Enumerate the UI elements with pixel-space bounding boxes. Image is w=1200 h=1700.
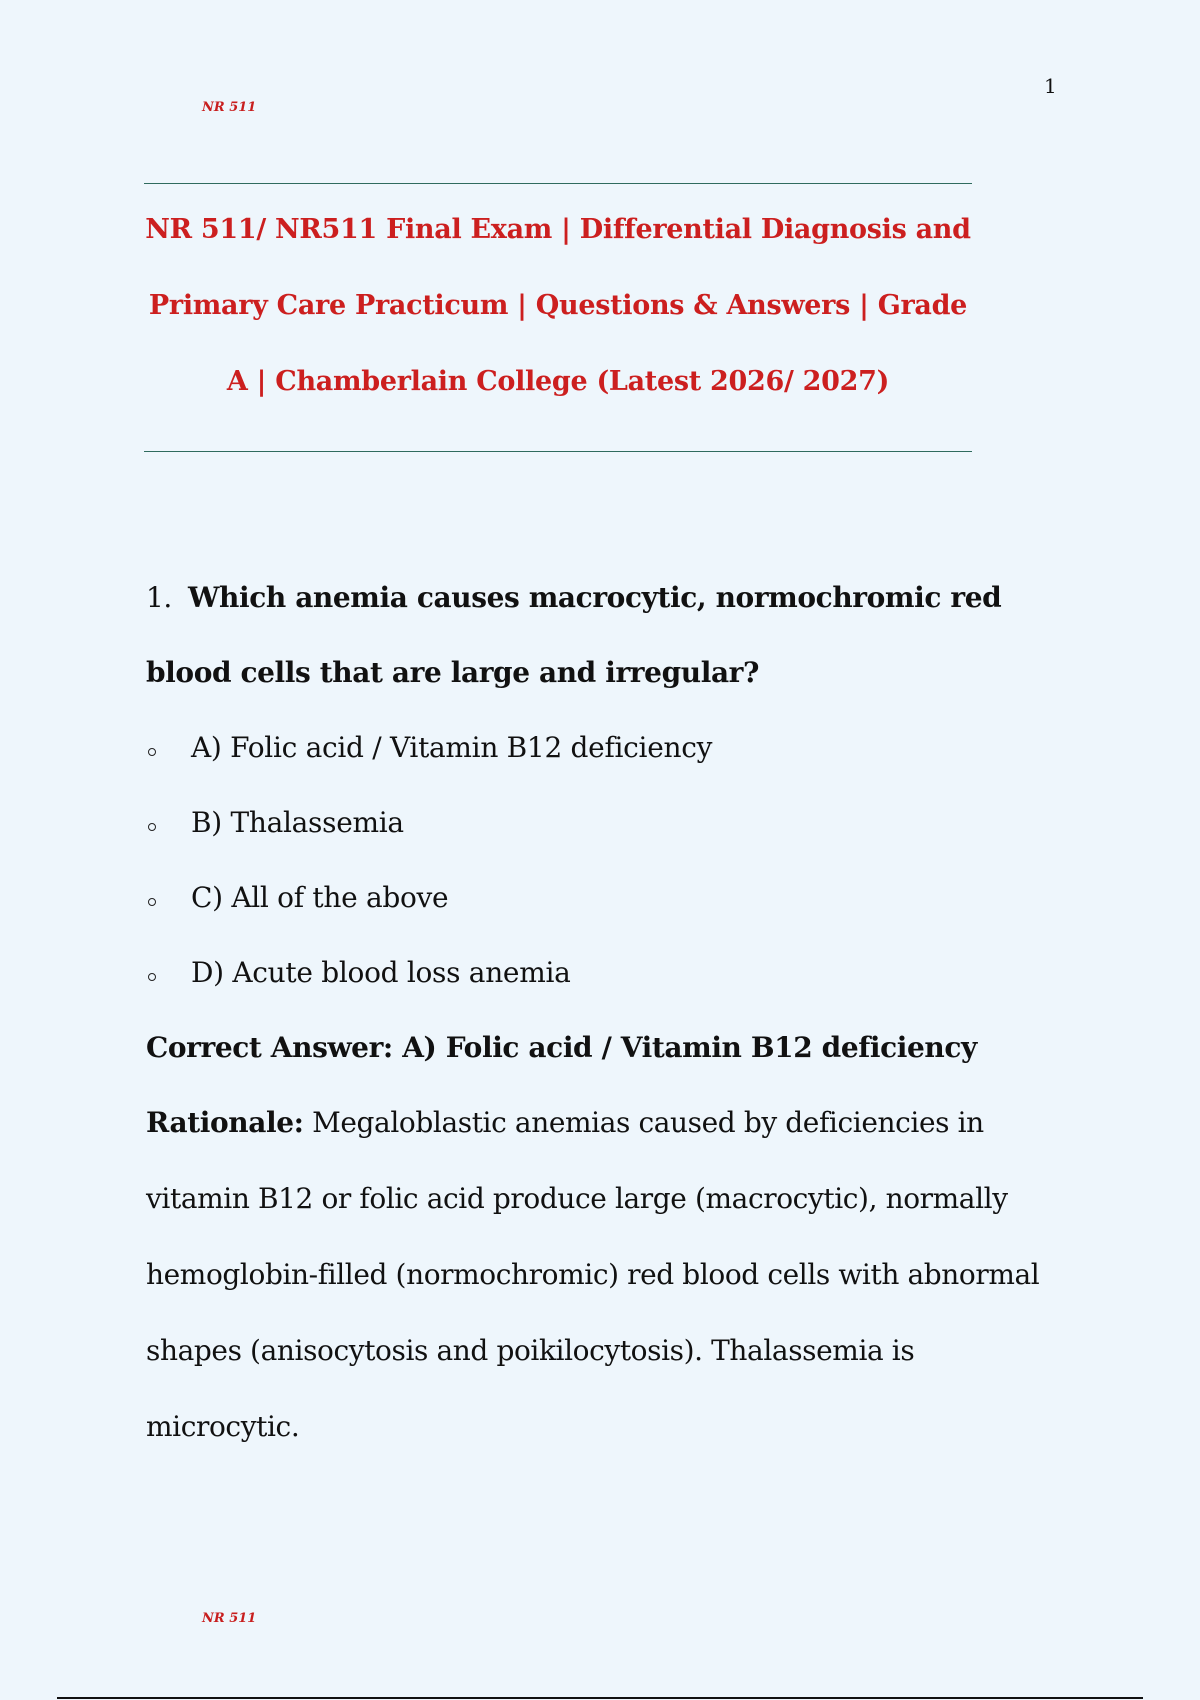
- rationale: [146, 1085, 1046, 1465]
- question-text-line-2: blood cells that are large and irregular?: [146, 656, 760, 689]
- option-c-label: C) All of the above: [191, 881, 449, 914]
- bullet-icon: [148, 973, 156, 981]
- correct-answer: Correct Answer: A) Folic acid / Vitamin B12 deficiency: [146, 1031, 977, 1064]
- option-b-label: B) Thalassemia: [191, 806, 404, 839]
- question-text: [146, 560, 1046, 710]
- rationale-line-2: vitamin B12 or folic acid produce large (macrocytic), normally: [146, 1182, 1008, 1215]
- page-number: 1: [1044, 74, 1057, 98]
- bullet-icon: [148, 823, 156, 831]
- header-label: NR 511: [202, 100, 257, 115]
- page-bottom-rule: [57, 1697, 1143, 1699]
- answer-options: [146, 710, 1046, 1010]
- title-line-3: A | Chamberlain College (Latest 2026/ 2027): [226, 366, 890, 397]
- title-bottom-rule: [144, 451, 972, 452]
- rationale-line-4: shapes (anisocytosis and poikilocytosis). Thalassemia is: [146, 1334, 915, 1367]
- option-d-label: D) Acute blood loss anemia: [191, 956, 571, 989]
- title-line-1: NR 511/ NR511 Final Exam | Differential Diagnosis and: [145, 214, 971, 245]
- option-b: [146, 785, 1046, 860]
- title-line-2: Primary Care Practicum | Questions & Answers | Grade: [148, 290, 968, 321]
- question-number: 1.: [146, 581, 172, 614]
- rationale-label: Rationale:: [146, 1106, 304, 1139]
- question-block: [146, 560, 1046, 1465]
- rationale-line-1: Megaloblastic anemias caused by deficiencies in: [303, 1106, 984, 1139]
- question-text-line-1: Which anemia causes macrocytic, normochromic red: [188, 581, 1002, 614]
- option-a: [146, 710, 1046, 785]
- bullet-icon: [148, 748, 156, 756]
- option-c: [146, 860, 1046, 935]
- bullet-icon: [148, 898, 156, 906]
- option-d: [146, 935, 1046, 1010]
- title-top-rule: [144, 183, 972, 184]
- rationale-line-3: hemoglobin-filled (normochromic) red blood cells with abnormal: [146, 1258, 1040, 1291]
- document-title: [144, 192, 972, 420]
- option-a-label: A) Folic acid / Vitamin B12 deficiency: [191, 731, 713, 764]
- footer-label: NR 511: [202, 1611, 257, 1626]
- rationale-line-5: microcytic.: [146, 1410, 300, 1443]
